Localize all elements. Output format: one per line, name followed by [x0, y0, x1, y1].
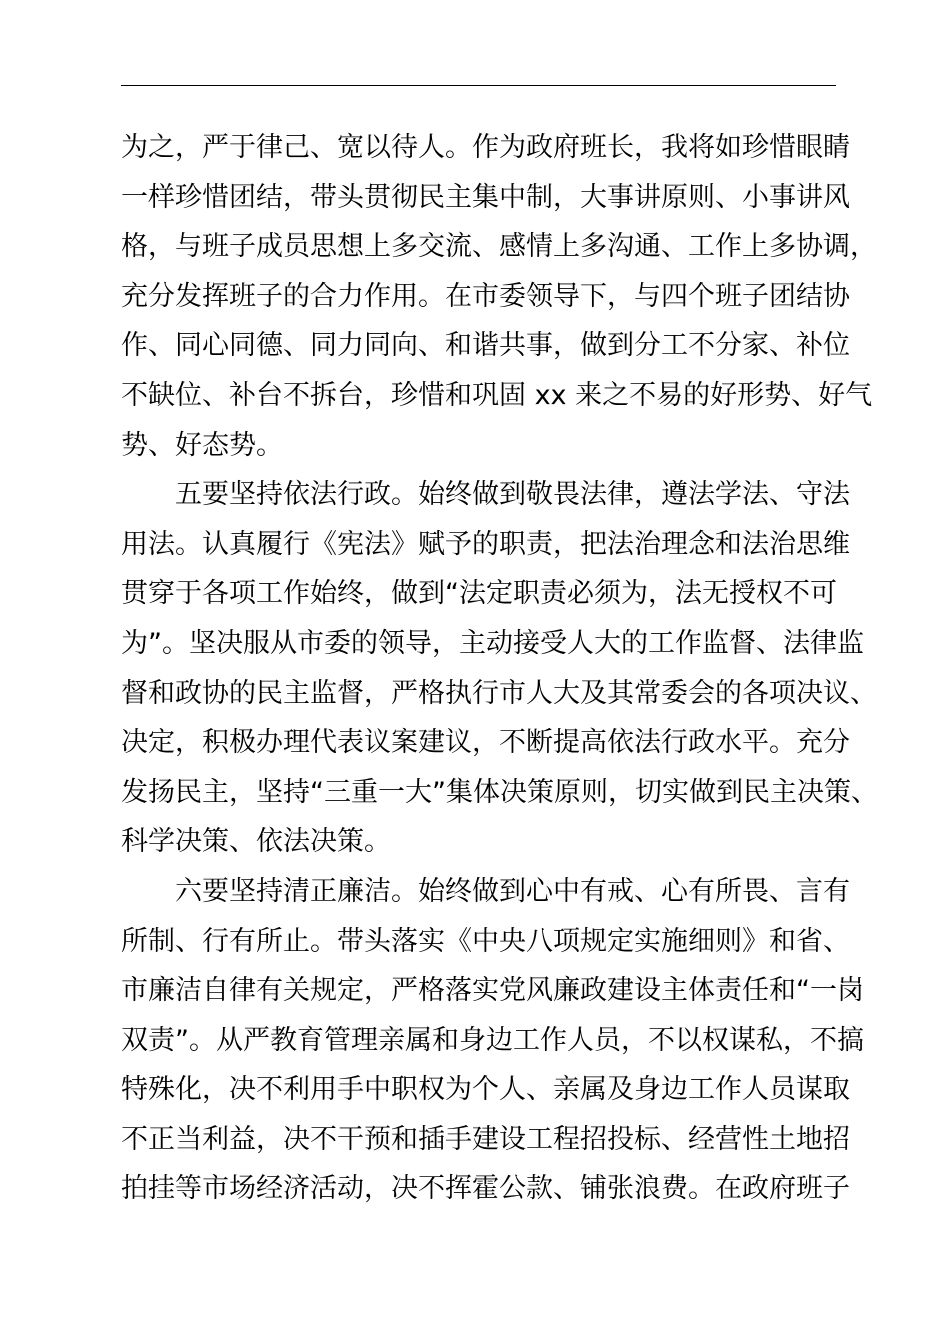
text-line: 势、好态势。: [121, 429, 283, 461]
text-line: 所制、行有所止。带头落实《中央八项规定实施细则》和省、: [121, 925, 850, 957]
text-line: 格，与班子成员思想上多交流、感情上多沟通、工作上多协调，: [121, 231, 877, 263]
text-line: 双责”。从严教育管理亲属和身边工作人员，不以权谋私，不搞: [121, 1024, 864, 1056]
text-line: 充分发挥班子的合力作用。在市委领导下，与四个班子团结协: [121, 280, 850, 312]
text-line: 发扬民主，坚持“三重一大”集体决策原则，切实做到民主决策、: [121, 776, 878, 808]
text-line: 督和政协的民主监督，严格执行市人大及其常委会的各项决议、: [121, 677, 877, 709]
text-line: 特殊化，决不利用手中职权为个人、亲属及身边工作人员谋取: [121, 1074, 850, 1106]
paragraph-heading-line: 六要坚持清正廉洁。始终做到心中有戒、心有所畏、言有: [175, 875, 850, 907]
paragraph-heading-line: 五要坚持依法行政。始终做到敬畏法律，遵法学法、守法: [175, 479, 850, 511]
header-divider: [121, 85, 836, 86]
text-line: 一样珍惜团结，带头贯彻民主集中制，大事讲原则、小事讲风: [121, 181, 850, 213]
text-line: 作、同心同德、同力同向、和谐共事，做到分工不分家、补位: [121, 330, 850, 362]
body-text: [121, 123, 878, 1214]
text-line: 为”。坚决服从市委的领导，主动接受人大的工作监督、法律监: [121, 627, 864, 659]
text-line: 决定，积极办理代表议案建议，不断提高依法行政水平。充分: [121, 727, 850, 759]
text-line: 科学决策、依法决策。: [121, 826, 391, 858]
text-line: 拍挂等市场经济活动，决不挥霍公款、铺张浪费。在政府班子: [121, 1173, 850, 1205]
text-line: 为之，严于律己、宽以待人。作为政府班长，我将如珍惜眼睛: [121, 132, 850, 163]
text-line: 不正当利益，决不干预和插手建设工程招投标、经营性土地招: [121, 1123, 850, 1155]
text-line: 贯穿于各项工作始终，做到“法定职责必须为，法无授权不可: [121, 578, 837, 610]
text-line: 用法。认真履行《宪法》赋予的职责，把法治理念和法治思维: [121, 528, 850, 560]
text-line: 不缺位、补台不拆台，珍惜和巩固 xx 来之不易的好形势、好气: [121, 379, 873, 411]
text-line: 市廉洁自律有关规定，严格落实党风廉政建设主体责任和“一岗: [121, 975, 864, 1007]
